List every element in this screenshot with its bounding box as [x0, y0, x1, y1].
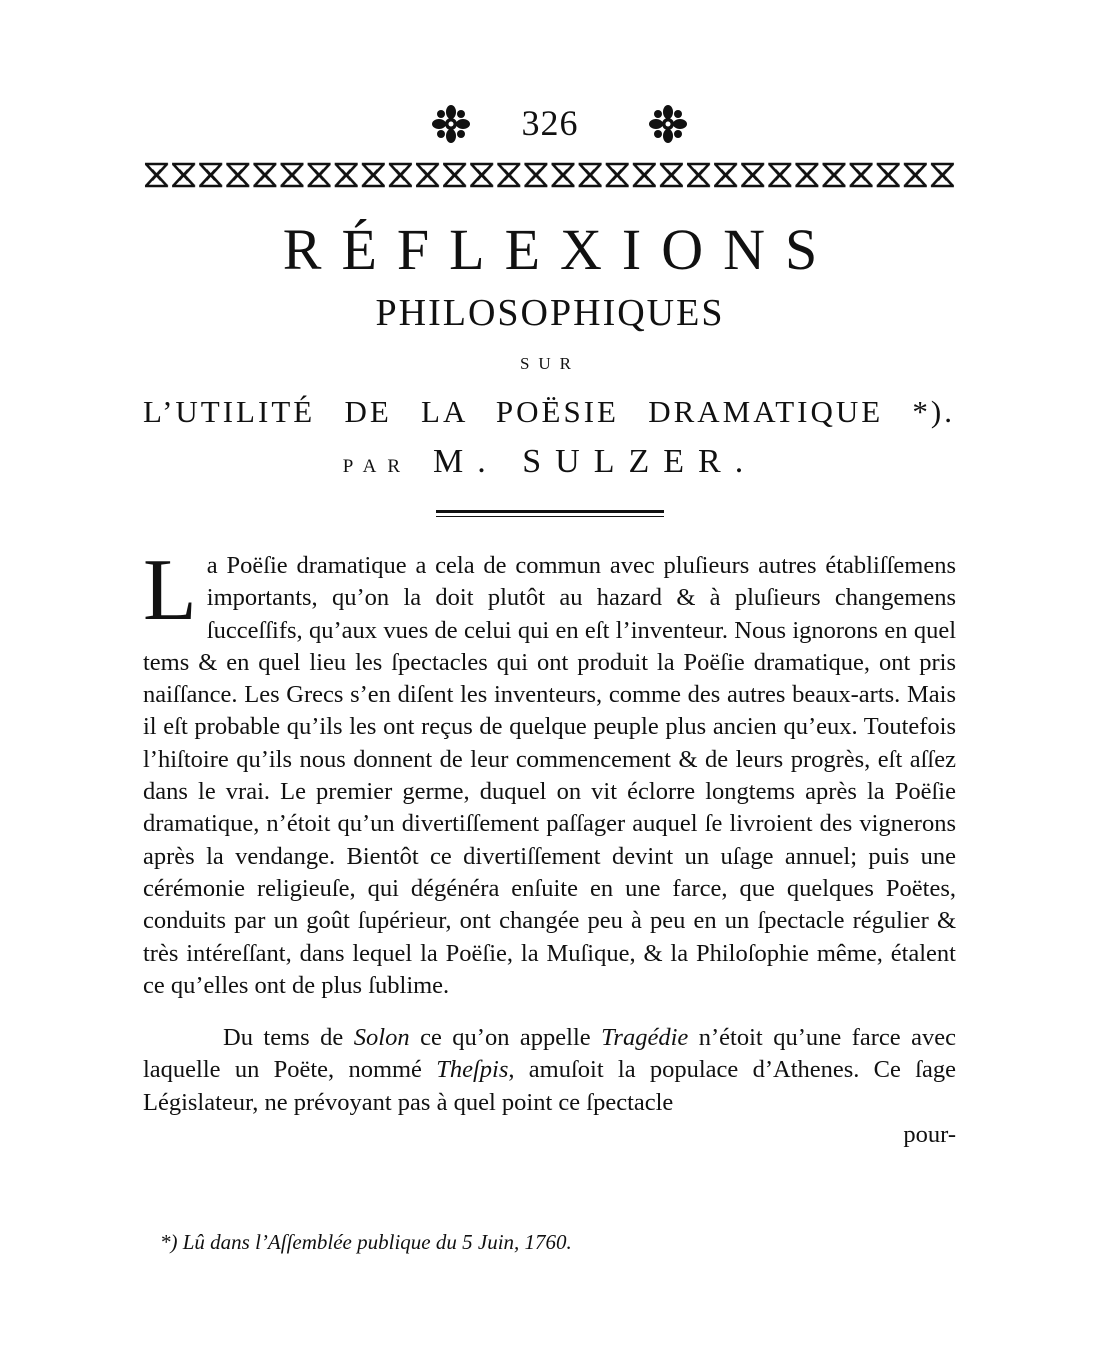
decorative-border-band-icon [143, 160, 956, 190]
name-solon: Solon [353, 1024, 410, 1052]
title-block [0, 215, 1100, 517]
paragraph-2 [143, 1022, 956, 1119]
title-author-line [0, 437, 1100, 492]
rule-thick-line [436, 510, 664, 513]
paragraph-2-text-a: Du tems de [223, 1024, 354, 1052]
page-header [0, 100, 1100, 150]
page-number: 326 [521, 103, 579, 143]
title-topic: L’UTILITÉ DE LA POËSIE DRAMATIQUE *). [143, 394, 955, 429]
title-connector: SUR [519, 354, 581, 373]
term-tragedie: Tragédie [601, 1024, 689, 1052]
footnote: *) Lû dans l’Aſſemblée publique du 5 Juin, 1760. [160, 1230, 572, 1254]
drop-cap: L [143, 542, 197, 639]
title-main: RÉFLEXIONS [282, 217, 838, 282]
paragraph-1-text: a Poëſie dramatique a cela de commun avec pluſieurs autres établiſſemens importants, qu’on la doit plutôt au hazard & à pluſieurs changemens ſucceſſifs, qu’aux vues de celui qui en eſt l’inventeur. Nous ignorons en quel tems & en quel lieu les ſpectacles qui ont produit la Poëſie dramatique, ont pris naiſſance. Les Grecs s’en diſent les inventeurs, comme des autres beaux-arts. Mais il eſt probable qu’ils les ont reçus de quelque peuple plus ancien qu’eux. Toutefois l’hiſtoire qu’ils nous donnent de leur commencement & de leurs progrès, eſt aſſez dans le vrai. Le premier germe, duquel on vit éclorre longtems après la Poëſie dramatique, n’étoit qu’un divertiſſement paſſager auquel ſe livroient des vignerons après la vendange. Bientôt ce divertiſſement devint un uſage annuel; puis une cérémonie religieuſe, qui dégénéra enſuite en une farce, que quelques Poëtes, conduits par un goût ſupérieur, ont changée peu à peu en un ſpectacle régulier & très intéreſſant, dans lequel la Poëſie, la Muſique, & la Philoſophie même, étalent ce qu’elles ont de plus ſublime. [143, 552, 956, 999]
catchword: pour- [903, 1121, 956, 1149]
body-text [143, 542, 956, 1151]
fleuron-right-icon [648, 104, 688, 144]
title-subtitle: PHILOSOPHIQUES [375, 292, 725, 334]
paragraph-2-text-c: n’étoit qu’une farce avec laquelle un Poëte, nommé [143, 1024, 956, 1084]
rule-thin-line [436, 516, 664, 517]
name-thespis: Theſpis [436, 1056, 509, 1084]
title-rule-divider [436, 510, 664, 517]
paragraph-1 [143, 542, 956, 1002]
paragraph-2-text-b: ce qu’on appelle [409, 1024, 602, 1052]
paragraph-2-text-d: , amuſoit la populace d’Athenes. Ce ſage Législateur, ne prévoyant pas à quel point ce ſpectacle [143, 1056, 956, 1116]
author-name: M. SULZER. [433, 443, 758, 480]
title-par: PAR [342, 456, 412, 477]
